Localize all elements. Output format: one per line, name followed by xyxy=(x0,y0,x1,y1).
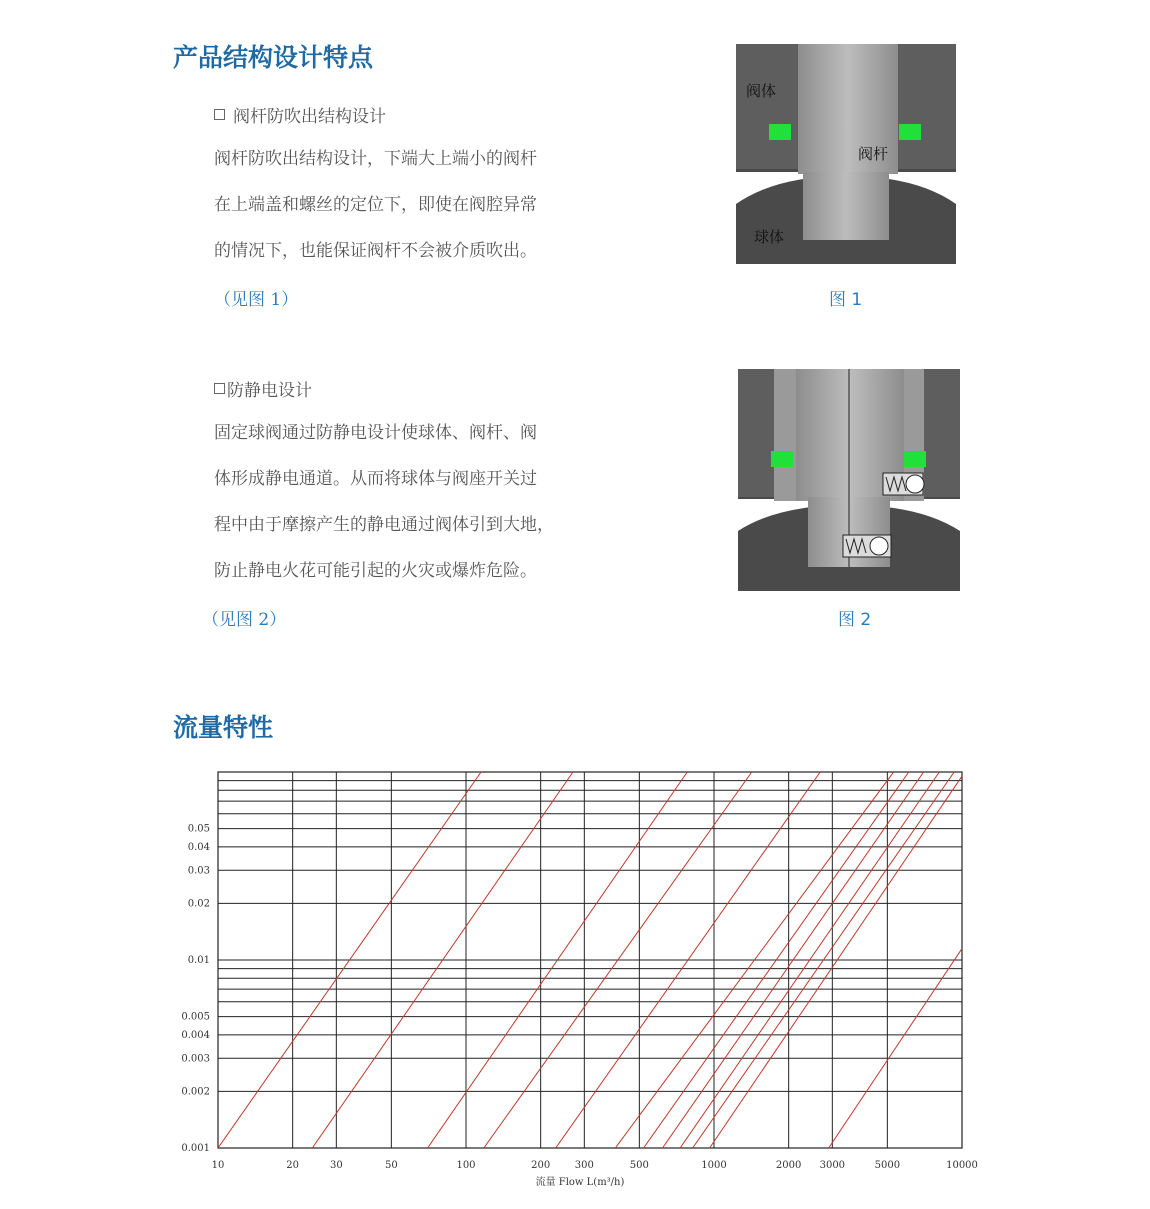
feature-description-antistatic xyxy=(214,410,634,594)
paragraph-line: 的情况下，也能保证阀杆不会被介质吹出。 xyxy=(214,241,537,261)
x-tick-label: 300 xyxy=(574,1160,594,1171)
section-heading-flow: 流量特性 xyxy=(173,713,274,742)
y-tick-label: 0.004 xyxy=(181,1029,210,1041)
y-tick-label: 0.002 xyxy=(181,1086,210,1098)
feature-title-text: 阀杆防吹出结构设计 xyxy=(233,107,386,127)
seal-right-shape xyxy=(904,451,926,467)
x-tick-label: 20 xyxy=(286,1160,300,1171)
stem-lower-shape xyxy=(803,172,889,240)
flow-line-11 xyxy=(710,776,962,1148)
label-stem: 阀杆 xyxy=(858,145,889,163)
grid-layer xyxy=(218,772,962,1148)
flow-characteristic-chart xyxy=(170,760,990,1200)
paragraph-line: 防止静电火花可能引起的火灾或爆炸危险。 xyxy=(214,561,537,581)
x-tick-label: 30 xyxy=(329,1160,343,1171)
y-tick-label: 0.001 xyxy=(181,1143,210,1154)
x-tick-label: 2000 xyxy=(775,1160,802,1171)
x-tick-label: 500 xyxy=(629,1160,649,1171)
figure-2-caption: 图 2 xyxy=(838,610,872,630)
paragraph-line: 体形成静电通道。从而将球体与阀座开关过 xyxy=(214,469,537,489)
paragraph-line: 程中由于摩擦产生的静电通过阀体引到大地， xyxy=(214,515,554,535)
y-tick-label: 0.05 xyxy=(187,823,210,835)
seal-right-shape xyxy=(899,124,921,140)
paragraph-line: 阀杆防吹出结构设计，下端大上端小的阀杆 xyxy=(214,149,537,169)
figure-2-antistatic-diagram xyxy=(738,369,960,591)
x-tick-label: 50 xyxy=(384,1160,398,1171)
x-tick-label: 5000 xyxy=(874,1160,901,1171)
y-tick-label: 0.03 xyxy=(187,865,210,877)
figure-1-caption: 图 1 xyxy=(829,290,863,310)
feature-title-antistatic xyxy=(214,376,312,401)
y-tick-label: 0.04 xyxy=(187,841,210,853)
checkbox-bullet-icon xyxy=(214,383,225,394)
feature-description-stem xyxy=(214,136,634,274)
labels-layer xyxy=(181,824,978,1171)
y-tick-label: 0.005 xyxy=(181,1011,210,1023)
x-tick-label: 10000 xyxy=(946,1160,978,1171)
x-tick-label: 1000 xyxy=(701,1160,727,1171)
see-figure-2: （见图 2） xyxy=(202,610,287,630)
x-tick-label: 3000 xyxy=(819,1160,846,1171)
ball-upper-icon xyxy=(906,475,924,493)
seal-left-shape xyxy=(771,451,793,467)
label-ball: 球体 xyxy=(754,228,785,246)
x-tick-label: 100 xyxy=(456,1160,476,1171)
x-tick-label: 10 xyxy=(211,1160,225,1171)
y-tick-label: 0.003 xyxy=(181,1053,210,1065)
feature-title-stem xyxy=(214,102,386,127)
figure-1-stem-diagram xyxy=(736,44,956,264)
y-tick-label: 0.02 xyxy=(187,898,210,910)
feature-title-text: 防静电设计 xyxy=(227,381,312,401)
x-axis-label: 流量 Flow L(m³/h) xyxy=(535,1177,625,1188)
y-tick-label: 0.01 xyxy=(187,955,210,966)
paragraph-line: 在上端盖和螺丝的定位下，即使在阀腔异常 xyxy=(214,195,537,215)
ball-lower-icon xyxy=(870,537,888,555)
checkbox-bullet-icon xyxy=(214,109,225,120)
label-body: 阀体 xyxy=(746,82,777,100)
see-figure-1: （见图 1） xyxy=(214,290,299,310)
x-tick-label: 200 xyxy=(531,1160,551,1171)
section-heading-design: 产品结构设计特点 xyxy=(173,43,374,72)
paragraph-line: 固定球阀通过防静电设计使球体、阀杆、阀 xyxy=(214,423,537,443)
seal-left-shape xyxy=(769,124,791,140)
